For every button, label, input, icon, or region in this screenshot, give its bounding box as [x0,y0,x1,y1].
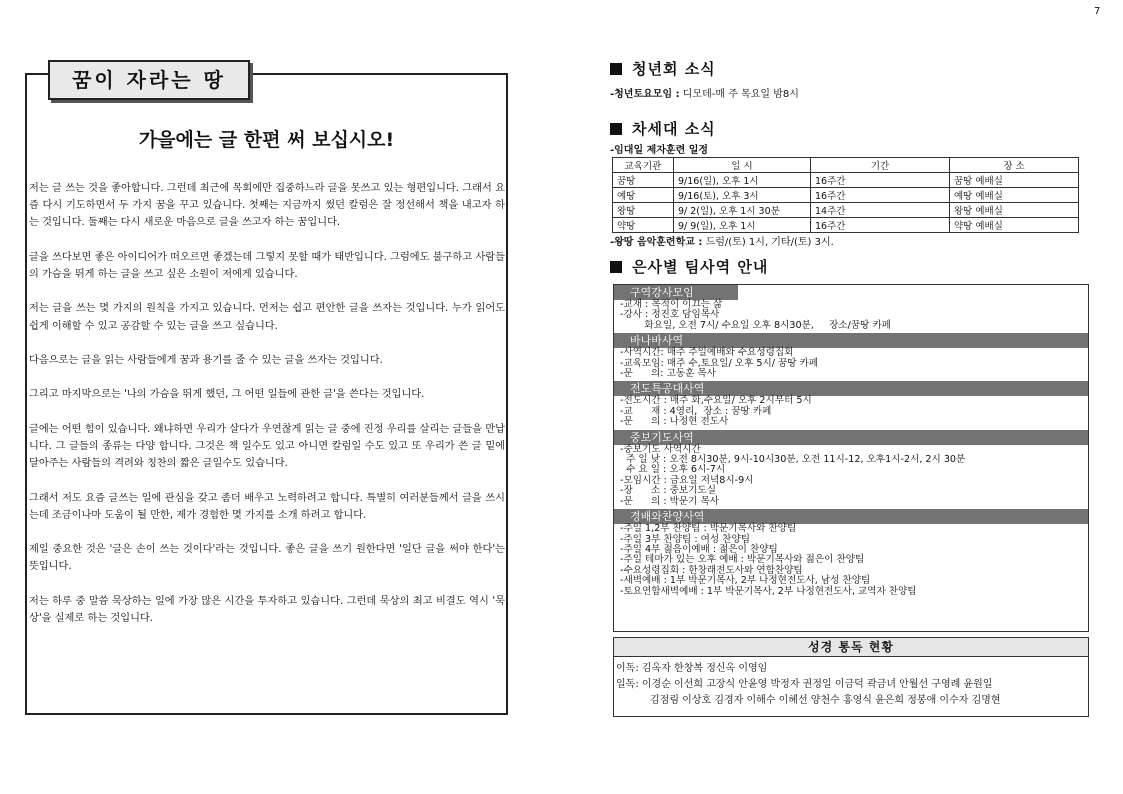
table-cell: 예땅 예배실 [950,188,1079,203]
ministry-group-title: 중보기도사역 [614,430,1088,445]
table-cell: 9/ 9(일), 오후 1시 [674,218,811,233]
essay-paragraph: 그리고 마지막으로는 '나의 가슴을 뛰게 했던, 그 어떤 일들에 관한 글'을 쓴다는 것입니다. [29,389,425,401]
bible-reading-box [613,657,1089,717]
bible-names: 이경순 이선희 고장식 안윤영 박정자 권정일 이금덕 곽금녀 안월선 구영례 윤원일 [638,679,993,690]
bible-reading-title: 성경 통독 현황 [613,637,1089,657]
table-cell: 16주간 [811,188,950,203]
ministry-box [613,284,1089,632]
ministry-line: -수요성령집회 : 한창래전도사와 연합찬양팀 [620,564,803,576]
ministry-line: -주일 테마가 있는 오후 예배 : 박문기목사와 젊은이 찬양팀 [620,554,865,566]
ministry-group-district [614,285,1088,331]
essay-paragraph: 제일 중요한 것은 '글은 손이 쓰는 것이다'라는 것입니다. 좋은 글을 쓰기 원한다면 '일단 글을 써야 한다'는 뜻입니다. [29,544,505,573]
table-cell: 16주간 [811,218,950,233]
table-row [613,173,1079,188]
discipleship-schedule-table [612,157,1079,233]
ministry-line: -전도시간 : 매주 화,수요일/ 오후 2시부터 5시 [620,395,812,407]
ministry-group-title: 구역강사모임 [614,285,738,300]
column-header: 교육기관 [613,158,674,173]
ministry-line: -주일 1,2부 찬양팀 : 박문기목사와 찬양팀 [620,523,797,535]
bible-line-twice [616,661,1086,677]
next-gen-subtitle-label: -임대일 제자훈련 일정 [610,145,709,156]
ministry-group-intercession [614,430,1088,507]
music-school-line [610,233,834,248]
ministry-group-title: 바나바사역 [614,333,1088,348]
ministry-line: -문 의 : 나정현 전도사 [620,416,729,428]
table-cell: 9/16(일), 오후 1시 [674,173,811,188]
bible-names: 김옥자 한창복 정신옥 이영임 [638,663,768,674]
ministry-line: -토요연합새벽예배 : 1부 박문기목사, 2부 나정현전도사, 교역자 찬양팀 [620,585,917,597]
youth-meeting-text: 디모데-매 주 목요일 밤8시 [679,89,799,100]
table-cell: 꿈땅 예배실 [950,173,1079,188]
ministry-section-title: 은사별 팀사역 안내 [632,258,769,276]
column-header: 기간 [811,158,950,173]
bible-names-continued: 김점림 이상호 김경자 이해수 이혜선 양천수 홍영식 윤은희 정봉애 이수자 김명현 [650,695,1001,706]
page-number: 7 [1094,6,1101,17]
bible-label: 일독: [616,679,639,690]
column-header: 일 시 [674,158,811,173]
ministry-line: -강사 : 정진호 담임목사 [620,309,720,321]
essay-paragraph: 저는 글을 쓰는 몇 가지의 원칙을 가지고 있습니다. 먼저는 쉽고 편안한 글을 쓰자는 것입니다. 누가 읽어도 쉽게 이해할 수 있고 공감할 수 있는 글을 쓰고 싶습니다. [29,303,505,332]
essay-paragraph: 글에는 어떤 힘이 있습니다. 왜냐하면 우리가 살다가 우연찮게 읽는 글 중에 진정 우리를 살리는 글들을 만납니다. 그 글들의 종류는 다양 합니다. 그것은 책 일수도 있고 아니면 칼럼일 수도 있고 또 우리가 쓴 글 밑에 달아주는 사람들의 격려와 칭찬의 짧은 글일수도 있습니다. [29,423,505,470]
ministry-line: -문 의: 고동훈 목사 [620,368,716,380]
bible-line-once [616,677,1086,693]
ministry-line: -문 의 : 박문기 목사 [620,495,720,507]
table-cell: 16주간 [811,173,950,188]
ministry-line: -모임시간 : 금요일 저녁8시-9시 [620,474,754,486]
table-cell: 약땅 [613,218,674,233]
table-header-row [613,158,1079,173]
ministry-line: -중보기도 사역시간 [620,443,701,455]
table-cell: 예땅 [613,188,674,203]
essay-box-title: 꿈이 자라는 땅 [48,60,250,100]
table-cell: 약땅 예배실 [950,218,1079,233]
ministry-line: -사역시간: 매주 주일예배와 수요성령집회 [620,347,794,359]
table-row [613,203,1079,218]
ministry-group-evangelism [614,381,1088,427]
essay-heading: 가을에는 글 한편 써 보십시오! [138,129,395,151]
essay-paragraph: 저는 글 쓰는 것을 좋아합니다. 그런데 최근에 목회에만 집중하느라 글을 못쓰고 있는 형편입니다. 그래서 요즘 다시 기도하면서 두 가지 꿈을 꾸고 있습니다. 첫째는 지금까지 썼던 칼럼은 잘 정선해서 책을 내고자 하는 것입니다. 둘째는 다시 새로운 마음으로 글을 쓰고자 하는 꿈입니다. [29,183,505,229]
square-bullet-icon [610,63,622,75]
square-bullet-icon [610,261,622,273]
ministry-line: -주일 3부 찬양팀 : 여성 찬양팀 [620,533,750,545]
ministry-line: -교재 : 목적이 이끄는 삶 [620,299,723,310]
essay-paragraph: 글을 쓰다보면 좋은 아이디어가 떠오르면 좋겠는데 그렇지 못할 때가 태반입니다. 그럼에도 불구하고 사람들의 가슴을 뛰게 하는 글을 쓰고 싶은 소원이 저에게 있습니다. [29,251,505,280]
youth-meeting-label: -청년토요모임 : [610,89,680,100]
next-gen-section-heading [610,118,716,139]
ministry-group-barnabas [614,333,1088,379]
table-row [613,188,1079,203]
ministry-line: 수 요 일 : 오후 6시-7시 [620,464,726,476]
ministry-line: -주일 4부 젊음이예배 : 젊은이 찬양팀 [620,543,778,555]
ministry-line: 주 일 낮 : 오전 8시30분, 9시-10시30분, 오전 11시-12, 오후1시-2시, 2시 30분 [620,454,966,466]
table-cell: 왕땅 예배실 [950,203,1079,218]
youth-meeting-line [610,85,799,100]
essay-paragraph: 다음으로는 글을 읽는 사람들에게 꿈과 용기를 줄 수 있는 글을 쓰자는 것입니다. [29,354,383,366]
table-cell: 왕땅 [613,203,674,218]
table-cell: 9/16(토), 오후 3시 [674,188,811,203]
ministry-line: -장 소 : 중보기도실 [620,485,716,497]
next-gen-subtitle [610,141,708,156]
next-gen-section-title: 차세대 소식 [632,120,716,138]
ministry-section-heading [610,256,768,277]
column-header: 장 소 [950,158,1079,173]
youth-section-heading [610,58,716,79]
ministry-line: -새벽예배 : 1부 박문기목사, 2부 나정현전도사, 남성 찬양팀 [620,575,871,587]
table-cell: 꿈땅 [613,173,674,188]
ministry-line: -교육모임: 매주 수,토요일/ 오후 5시/ 꿈땅 카페 [620,357,819,369]
square-bullet-icon [610,123,622,135]
essay-paragraph: 저는 하루 중 말씀 묵상하는 일에 가장 많은 시간을 투자하고 있습니다. 그런데 묵상의 최고 비결도 역시 '묵상'을 실제로 하는 것입니다. [29,595,505,624]
table-cell: 9/ 2(일), 오후 1시 30분 [674,203,811,218]
essay-body [29,180,505,644]
ministry-line: 화요일, 오전 7시/ 수요일 오후 8시30분, 장소/꿈땅 카페 [620,319,892,331]
music-school-label: -왕땅 음악훈련학교 : [610,237,703,248]
essay-paragraph: 그래서 저도 요즘 글쓰는 일에 관심을 갖고 좀더 배우고 노력하려고 합니다. 특별히 여러분들께서 글을 쓰시는데 조금이나마 도움이 될 만한, 제가 경험한 몇 가지를 소개 하려고 합니다. [29,492,505,521]
table-row [613,218,1079,233]
ministry-group-worship [614,509,1088,597]
table-cell: 14주간 [811,203,950,218]
ministry-group-title: 전도특공대사역 [614,381,1088,396]
music-school-text: 드럼/(토) 1시, 기타/(토) 3시. [702,237,834,248]
ministry-line: -교 재 : 4영리, 장소 : 꿈땅 카페 [620,405,772,417]
youth-section-title: 청년회 소식 [632,60,716,78]
bible-label: 이독: [616,663,639,674]
ministry-group-title: 경배와찬양사역 [614,509,1088,524]
